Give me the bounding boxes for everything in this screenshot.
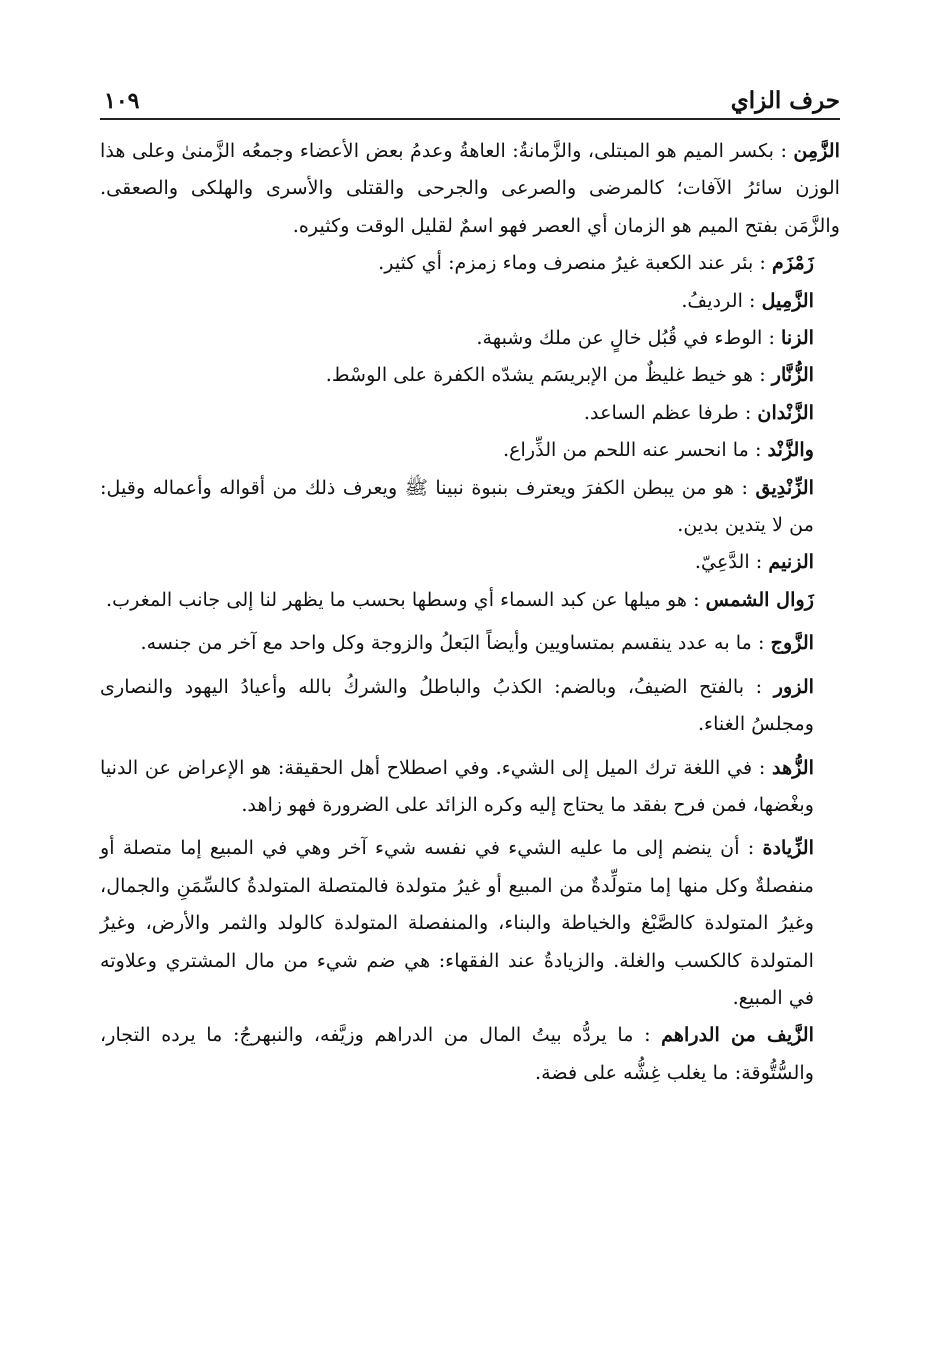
entry-zur	[100, 668, 840, 743]
entry-definition: : ما انحسر عنه اللحم من الذِّراع.	[503, 438, 762, 462]
book-page	[100, 70, 840, 1330]
entry-definition: : هو من يبطن الكفرَ ويعترف بنبوة نبينا ﷺ ويعرف ذلك من أقواله وأعماله وقيل: من لا يتدين بدين.	[100, 475, 814, 537]
entry-definition: : الدَّعِيّ.	[694, 550, 763, 574]
entry-definition: : أن ينضم إلى ما عليه الشيء في نفسه شيء آخر وهي في المبيع إما متصلة أو منفصلةٌ وكل منها إما متولِّدةٌ من المبيع أو غيرُ متولدة فالمتصلة المتولدةُ كالسِّمَنِ والجمال، وغيرُ المتولدة كالصَّبْغ والخياطة والبناء، والمنفصلة المتولدة كالولد والثمر والأرض، وغيرُ المتولدة كالكسب والغلة. والزيادةُ عند الفقهاء: هي ضم شيء من مال المشتري وعلاوته في المبيع.	[100, 836, 814, 1009]
entry-term: الزُّنَّار	[771, 363, 814, 387]
entry-term: زَمْزَم	[771, 251, 814, 275]
entry-zunnar	[100, 356, 840, 393]
entry-zandan	[100, 394, 840, 431]
entry-definition: : ما يردُّه بيتُ المال من الدراهم وزيَّفه، والنبهرجُ: ما يرده التجار، والسُّتُّوقة: ما يغلب غِشُّه على فضة.	[100, 1023, 814, 1084]
entry-term: زَوال الشمس	[705, 587, 814, 611]
entry-definition: : الرديفُ.	[681, 288, 756, 312]
entry-definition: : الوطء في قُبُل خالٍ عن ملك وشبهة.	[476, 326, 775, 350]
entry-definition: : هو خيط غليظٌ من الإبريسَم يشدّه الكفرة على الوسْط.	[325, 363, 766, 387]
page-number: ١٠٩	[104, 88, 140, 114]
entry-term: والزَّنْد	[767, 438, 814, 462]
entry-term: الزَّنْدان	[757, 400, 814, 424]
entry-zuhd	[100, 749, 840, 824]
entry-zawj	[100, 624, 840, 661]
entry-zindiq	[100, 469, 840, 544]
entry-term: الزِّنْدِيق	[755, 475, 814, 499]
entry-term: الزَّمِن	[793, 139, 840, 162]
entry-definition: : هو ميلها عن كبد السماء أي وسطها بحسب ما يظهر لنا إلى جانب المغرب.	[105, 587, 700, 611]
entry-definition: : بئر عند الكعبة غيرُ منصرف وماء زمزم: أي كثير.	[378, 251, 766, 275]
running-title: حرف الزاي	[730, 87, 840, 114]
entry-term: الزور	[773, 674, 815, 698]
entry-definition: : طرفا عظم الساعد.	[583, 400, 752, 424]
entry-term: الزنا	[781, 326, 814, 350]
dictionary-entries	[100, 132, 840, 1091]
entry-term: الزِّيادة	[762, 836, 814, 860]
entry-zamin	[100, 132, 840, 244]
entry-ziyada	[100, 829, 840, 1016]
entry-definition: : بالفتح الضيفُ، وبالضم: الكذبُ والباطلُ والشركُ بالله وأعيادُ اليهود والنصارى ومجلسُ الغناء.	[100, 674, 814, 736]
entry-zayf	[100, 1016, 840, 1091]
entry-term: الزنيم	[768, 550, 814, 574]
entry-term: الزَّوج	[770, 631, 814, 655]
entry-zamil	[100, 282, 840, 319]
entry-term: الزَّيف من الدراهم	[661, 1023, 814, 1047]
entry-definition: : في اللغة ترك الميل إلى الشيء. وفي اصطلاح أهل الحقيقة: هو الإعراض عن الدنيا وبغْضها، فمن فرح بفقد ما يحتاج إليه وكره الزائد على الضرورة فهو زاهد.	[100, 755, 814, 816]
entry-definition: : ما به عدد ينقسم بمتساويين وأيضاً البَعلُ والزوجة وكل واحد مع آخر من جنسه.	[140, 631, 765, 655]
page-header	[100, 70, 840, 120]
entry-zamzam	[100, 244, 840, 281]
entry-zawal-shams	[100, 581, 840, 618]
entry-zand	[100, 431, 840, 468]
entry-term: الزُّهد	[772, 755, 814, 779]
entry-zanim	[100, 543, 840, 580]
entry-zina	[100, 319, 840, 356]
entry-term: الزَّمِيل	[761, 288, 814, 312]
entry-definition: : بكسر الميم هو المبتلى، والزَّمانةُ: العاهةُ وعدمُ بعض الأعضاء وجمعُه الزَّمنىٰ وعلى هذا الوزن سائرُ الآفات؛ كالمرضى والصرعى والجرحى والقتلى والأسرى والهلكى والصعقى. والزَّمَن بفتح الميم هو الزمان أي العصر فهو اسمٌ لقليل الوقت وكثيره.	[100, 139, 840, 237]
